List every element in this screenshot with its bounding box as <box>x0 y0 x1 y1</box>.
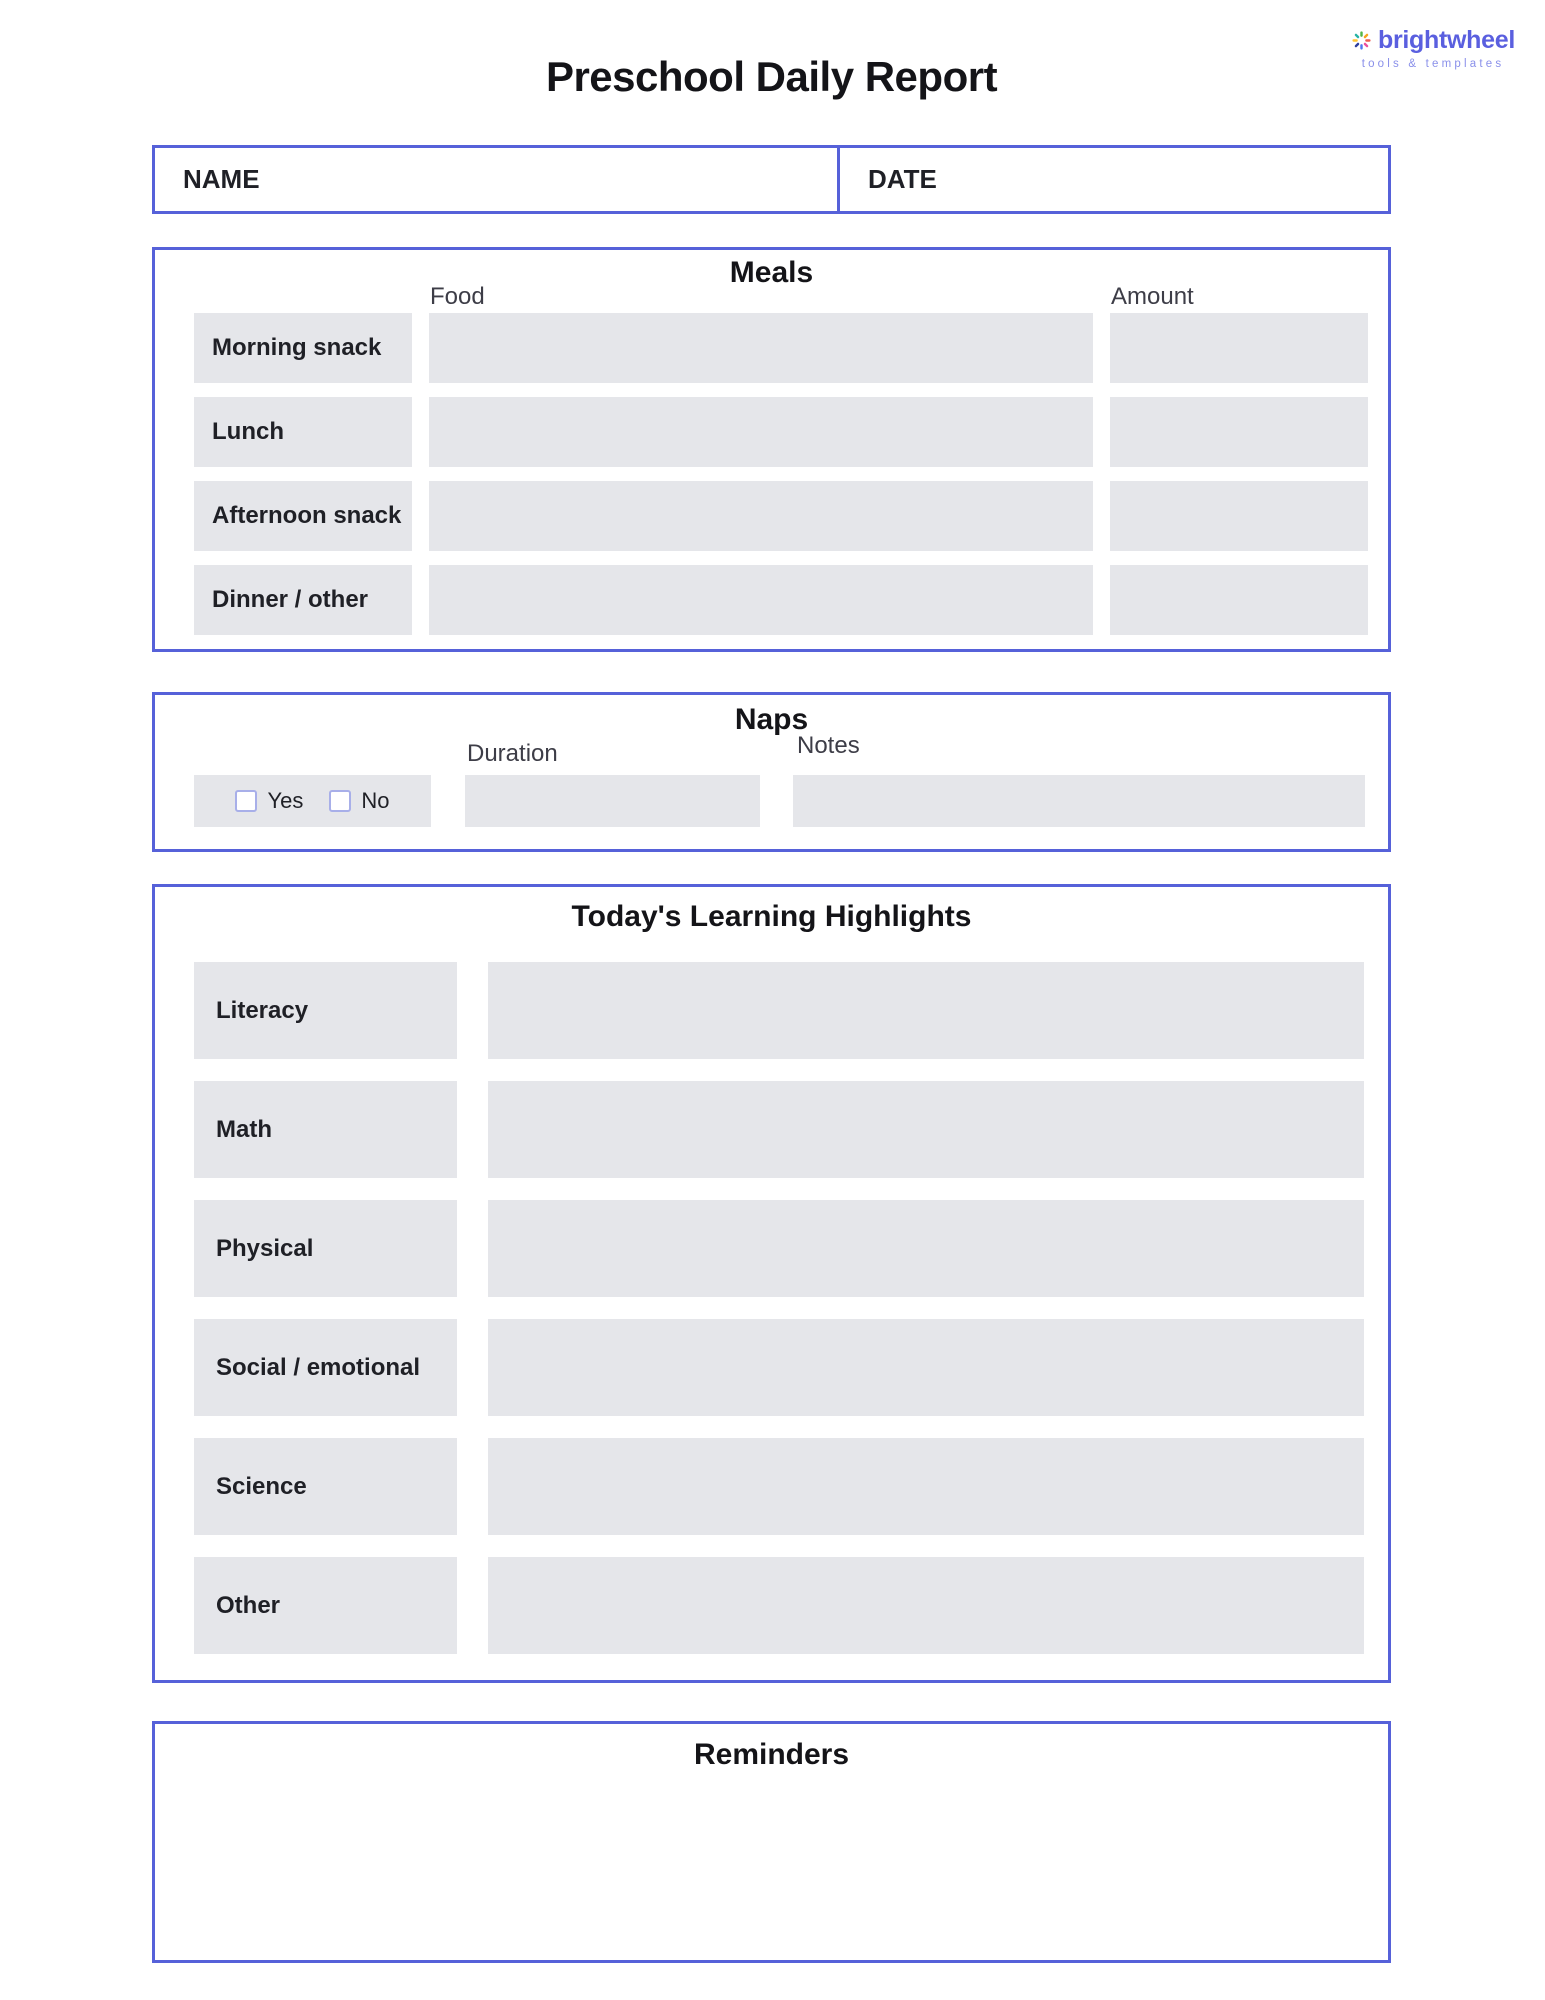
meals-section <box>152 247 1391 652</box>
yes-label: Yes <box>267 788 304 813</box>
reminders-input[interactable] <box>161 1780 1382 1954</box>
lunch-amount-input[interactable] <box>1110 397 1368 467</box>
pinwheel-icon <box>1351 30 1372 51</box>
nap-duration-input[interactable] <box>465 775 760 827</box>
learning-highlights-title: Today's Learning Highlights <box>571 900 972 933</box>
notes-column-header: Notes <box>797 732 860 759</box>
literacy-input[interactable] <box>488 962 1364 1059</box>
meal-row-label: Dinner / other <box>194 565 412 635</box>
name-field[interactable] <box>155 148 840 211</box>
meal-row-label: Morning snack <box>194 313 412 383</box>
nap-yes-no-cell <box>194 775 431 827</box>
reminders-section <box>152 1721 1391 1963</box>
social-emotional-input[interactable] <box>488 1319 1364 1416</box>
date-label: DATE <box>868 164 937 194</box>
meal-row-label: Lunch <box>194 397 412 467</box>
morning-snack-food-input[interactable] <box>429 313 1093 383</box>
duration-column-header: Duration <box>467 740 558 767</box>
learning-row-label: Social / emotional <box>194 1319 457 1416</box>
math-input[interactable] <box>488 1081 1364 1178</box>
other-input[interactable] <box>488 1557 1364 1654</box>
meal-row-label: Afternoon snack <box>194 481 412 551</box>
physical-input[interactable] <box>488 1200 1364 1297</box>
nap-notes-input[interactable] <box>793 775 1365 827</box>
naps-section <box>152 692 1391 852</box>
no-checkbox[interactable] <box>329 790 351 812</box>
nap-no-option[interactable] <box>329 788 389 814</box>
no-label: No <box>361 788 390 813</box>
meals-title: Meals <box>729 256 814 289</box>
yes-checkbox[interactable] <box>235 790 257 812</box>
afternoon-snack-amount-input[interactable] <box>1110 481 1368 551</box>
dinner-other-amount-input[interactable] <box>1110 565 1368 635</box>
brand-name: brightwheel <box>1378 26 1515 54</box>
brightwheel-logo <box>1351 26 1515 70</box>
learning-row-label: Math <box>194 1081 457 1178</box>
lunch-food-input[interactable] <box>429 397 1093 467</box>
date-field[interactable] <box>840 148 1388 211</box>
reminders-title: Reminders <box>693 1738 850 1771</box>
name-label: NAME <box>183 164 260 194</box>
page-title: Preschool Daily Report <box>545 53 998 100</box>
morning-snack-amount-input[interactable] <box>1110 313 1368 383</box>
learning-highlights-section <box>152 884 1391 1683</box>
learning-row-label: Physical <box>194 1200 457 1297</box>
naps-title: Naps <box>734 703 809 736</box>
science-input[interactable] <box>488 1438 1364 1535</box>
learning-row-label: Literacy <box>194 962 457 1059</box>
afternoon-snack-food-input[interactable] <box>429 481 1093 551</box>
name-date-box <box>152 145 1391 214</box>
nap-yes-option[interactable] <box>235 788 303 814</box>
dinner-other-food-input[interactable] <box>429 565 1093 635</box>
amount-column-header: Amount <box>1111 283 1194 310</box>
brand-tagline: tools & templates <box>1361 58 1505 70</box>
learning-row-label: Science <box>194 1438 457 1535</box>
food-column-header: Food <box>430 283 485 310</box>
learning-row-label: Other <box>194 1557 457 1654</box>
